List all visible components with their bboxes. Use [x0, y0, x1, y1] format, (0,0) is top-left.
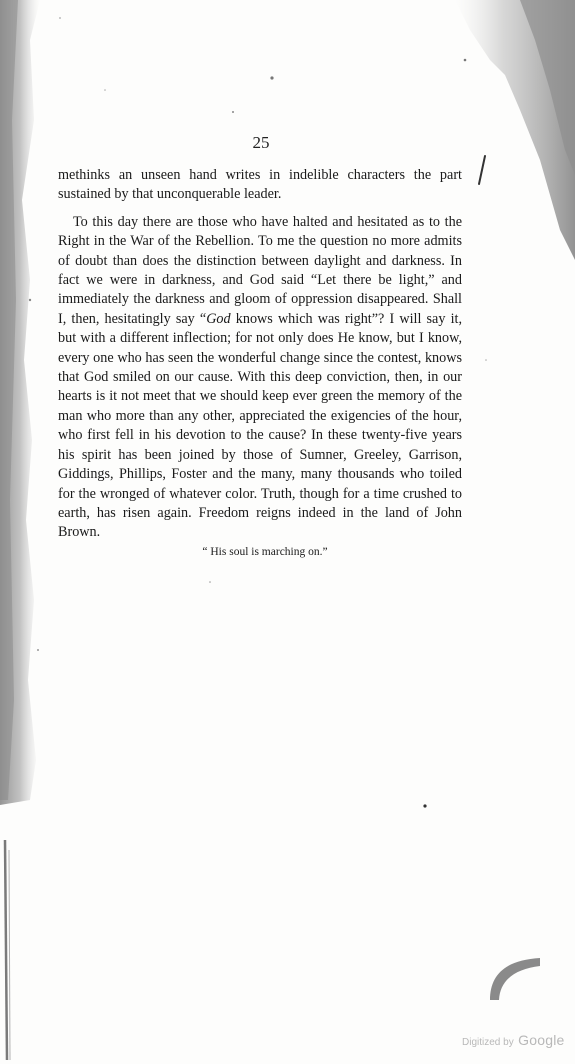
closing-quote: “ His soul is marching on.” — [202, 546, 328, 558]
digitization-watermark — [462, 1032, 565, 1050]
italic-god: God — [206, 310, 231, 327]
paragraph-main — [58, 213, 462, 543]
body-text — [58, 166, 462, 543]
watermark-prefix: Digitized by — [462, 1037, 514, 1048]
google-logo: Google — [518, 1032, 565, 1048]
paragraph-main-text-before: To this day there are those who have halted and hesitated as to the Right in the War of the Rebellion. To me the question no more admits of doubt than does the distinction between daylight and darkness. In fact we were in darkness, and God said “Let there be light,” and immediately the darkness and gloom of oppression disappeared. Shall I, then, hesitatingly say “ — [58, 213, 462, 327]
paragraph-continued: methinks an unseen hand writes in indelible characters the part sustained by that unconquerable leader. — [58, 167, 462, 203]
pencil-mark — [479, 156, 485, 184]
paragraph-main-text-after: knows which was right”? I will say it, but with a different inflection; for not only does He know, but I know, every one who has seen the wonderful change since the contest, knows that God smiled on our cause. With this deep conviction, then, in our hearts is it not meet that we should keep ever green the memory of the man who more than any other, appreciated the exigencies of the hour, who first fell in his devotion to the cause? In these twenty-five years his spirit has been joined by those of Sumner, Greeley, Garrison, Giddings, Phillips, Foster and the many, many thousands who toiled for the wronged of whatever color. Truth, though for a time crushed to earth, has risen again. Freedom reigns indeed in the land of John Brown. — [58, 310, 462, 541]
page-curl — [490, 958, 540, 1000]
page-number: 25 — [252, 133, 270, 152]
